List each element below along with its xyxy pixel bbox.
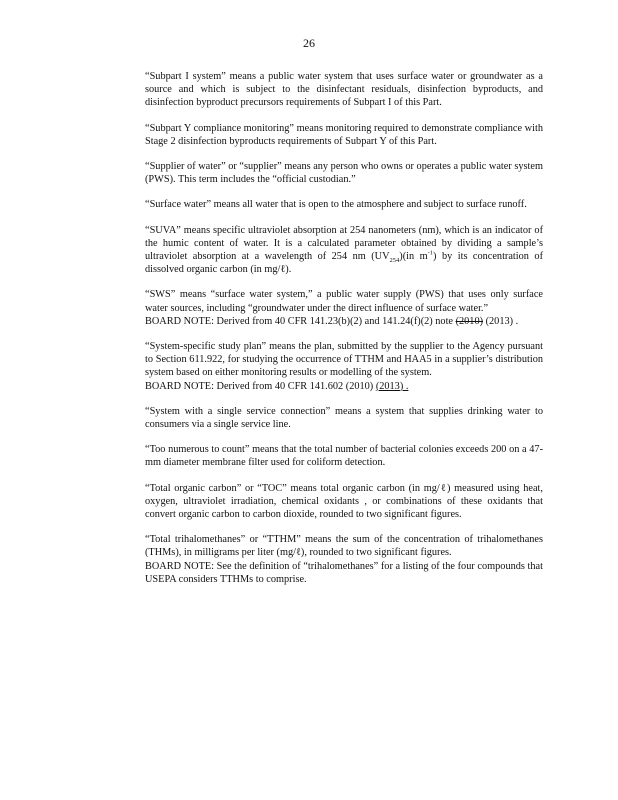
board-note-sws-after: (2013) . [483, 315, 519, 327]
definition-subpart-i-system: “Subpart I system” means a public water system that uses surface water or groundwater as a source and which is subject to the disinfectant residuals, disinfection byproducts, and disinfection byproduct precursors requirements of Subpart I of this Part. [145, 71, 543, 109]
definition-suva [145, 224, 543, 277]
definition-system-specific-study-plan: “System-specific study plan” means the plan, submitted by the supplier to the Agency pursuant to Section 611.922, for studying the occurrence of TTHM and HAA5 in a supplier’s distribution system based on either monitoring results or modelling of the system. [145, 341, 543, 379]
board-note-sws-prefix: BOARD NOTE: Derived from 40 CFR 141.23(b)(2) and 141.24(f)(2) note [145, 315, 456, 327]
board-note-tthm: BOARD NOTE: See the definition of “trihalomethanes” for a listing of the four compounds that USEPA considers TTHMs to comprise. [145, 560, 543, 585]
board-note-study-plan-underlined: (2013) . [375, 380, 409, 392]
suva-text-after: ) by its concentration of dissolved organic carbon (in mg/ℓ). [145, 251, 544, 276]
page-number: 26 [303, 36, 315, 50]
suva-text-mid: )(in m [399, 251, 428, 263]
definition-total-organic-carbon: “Total organic carbon” or “TOC” means total organic carbon (in mg/ℓ) measured using heat, oxygen, ultraviolet irradiation, chemical oxidants , or combinations of these oxidants that convert organic carbon to carbon dioxide, rounded to two significant figures. [145, 482, 543, 521]
definition-system-single-service-connection: “System with a single service connection” means a system that supplies drinking water to consumers via a single service line. [145, 405, 543, 431]
suva-superscript: -1 [427, 249, 434, 257]
board-note-study-plan [145, 380, 543, 393]
suva-text-before: “SUVA” means specific ultraviolet absorption at 254 nanometers (nm), which is an indicator of the humic content of water. It is a calculated parameter obtained by dividing a sample’s ultraviolet absorption at a wavelength of 254 nm (UV [145, 224, 543, 263]
suva-subscript: 254 [389, 257, 400, 265]
definition-total-trihalomethanes: “Total trihalomethanes” or “TTHM” means the sum of the concentration of trihalomethanes (THMs), in milligrams per liter (mg/ℓ), rounded to two significant figures. [145, 534, 543, 559]
board-note-sws-struck: (2010) [455, 315, 484, 327]
definition-sws: “SWS” means “surface water system,” a public water supply (PWS) that uses only surface water sources, including “groundwater under the direct influence of surface water.” [145, 289, 543, 314]
definition-surface-water: “Surface water” means all water that is open to the atmosphere and subject to surface runoff. [145, 199, 527, 211]
definition-subpart-y-compliance-monitoring: “Subpart Y compliance monitoring” means monitoring required to demonstrate compliance with Stage 2 disinfection byproducts requirements of Subpart Y of this Part. [145, 122, 543, 147]
board-note-sws [145, 315, 543, 328]
board-note-study-plan-prefix: BOARD NOTE: Derived from 40 CFR 141.602 (2010) [145, 380, 376, 392]
definition-too-numerous-to-count: “Too numerous to count” means that the total number of bacterial colonies exceeds 200 on a 47-mm diameter membrane filter used for coliform detection. [145, 444, 543, 469]
definitions-body [145, 70, 543, 586]
definition-supplier-of-water: “Supplier of water” or “supplier” means any person who owns or operates a public water system (PWS). This term includes the “official custodian.” [145, 161, 543, 186]
